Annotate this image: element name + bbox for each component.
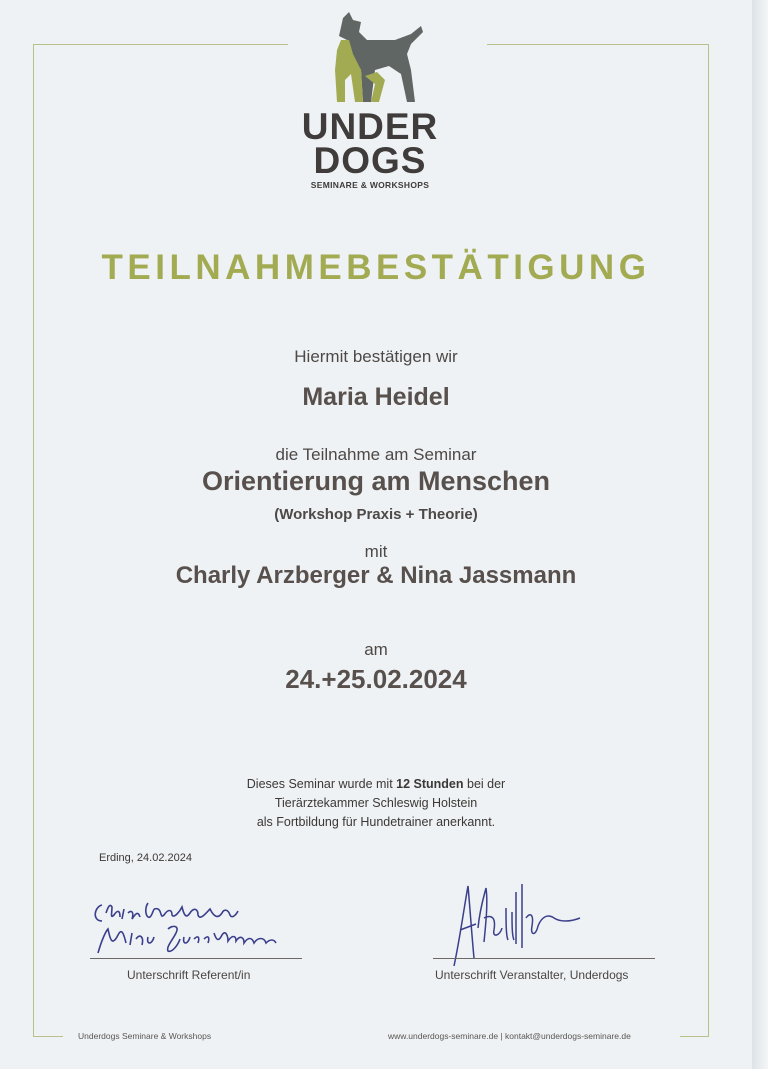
dog-logo-icon: [315, 10, 425, 110]
frame-bottom-right: [680, 1036, 709, 1037]
place-date: Erding, 24.02.2024: [99, 852, 192, 864]
accreditation-note: [0, 775, 752, 832]
certificate-title: TEILNAHMEBESTÄTIGUNG: [101, 248, 651, 287]
with-label: mit: [364, 542, 388, 561]
accreditation-line-3: als Fortbildung für Hundetrainer anerkannt.: [256, 815, 496, 829]
frame-left: [33, 44, 34, 1036]
frame-top-right: [487, 44, 709, 45]
underdogs-logo: [300, 10, 440, 200]
instructors: Charly Arzberger & Nina Jassmann: [175, 562, 577, 589]
date-label: am: [364, 640, 388, 659]
seminar-intro: die Teilnahme am Seminar: [275, 445, 477, 464]
page-edge: [752, 0, 768, 1069]
footer-right: www.underdogs-seminare.de | kontakt@underdogs-seminare.de: [388, 1031, 631, 1041]
seminar-title: Orientierung am Menschen: [201, 466, 551, 496]
seminar-date: 24.+25.02.2024: [285, 664, 467, 694]
left-signature-line: [90, 958, 302, 959]
right-signature-label: Unterschrift Veranstalter, Underdogs: [435, 968, 629, 982]
right-signature: [450, 878, 610, 968]
frame-top-left: [33, 44, 288, 45]
frame-bottom-left: [33, 1036, 63, 1037]
participant-name: Maria Heidel: [302, 383, 450, 411]
left-signature: [88, 895, 288, 960]
left-signature-label: Unterschrift Referent/in: [127, 968, 251, 982]
accreditation-line-2: Tierärztekammer Schleswig Holstein: [274, 796, 478, 810]
footer-left: Underdogs Seminare & Workshops: [78, 1031, 212, 1041]
seminar-subtitle: (Workshop Praxis + Theorie): [274, 506, 478, 523]
right-signature-line: [433, 958, 655, 959]
accreditation-line-1: Dieses Seminar wurde mit 12 Stunden bei der: [246, 777, 506, 791]
frame-right: [708, 44, 709, 1036]
logo-word-dogs: DOGS: [313, 140, 427, 181]
accreditation-hours: 12 Stunden: [396, 777, 464, 791]
logo-word-under: UNDER: [301, 106, 439, 147]
intro-text: Hiermit bestätigen wir: [294, 347, 458, 366]
logo-subtitle: SEMINARE & WORKSHOPS: [310, 180, 430, 190]
